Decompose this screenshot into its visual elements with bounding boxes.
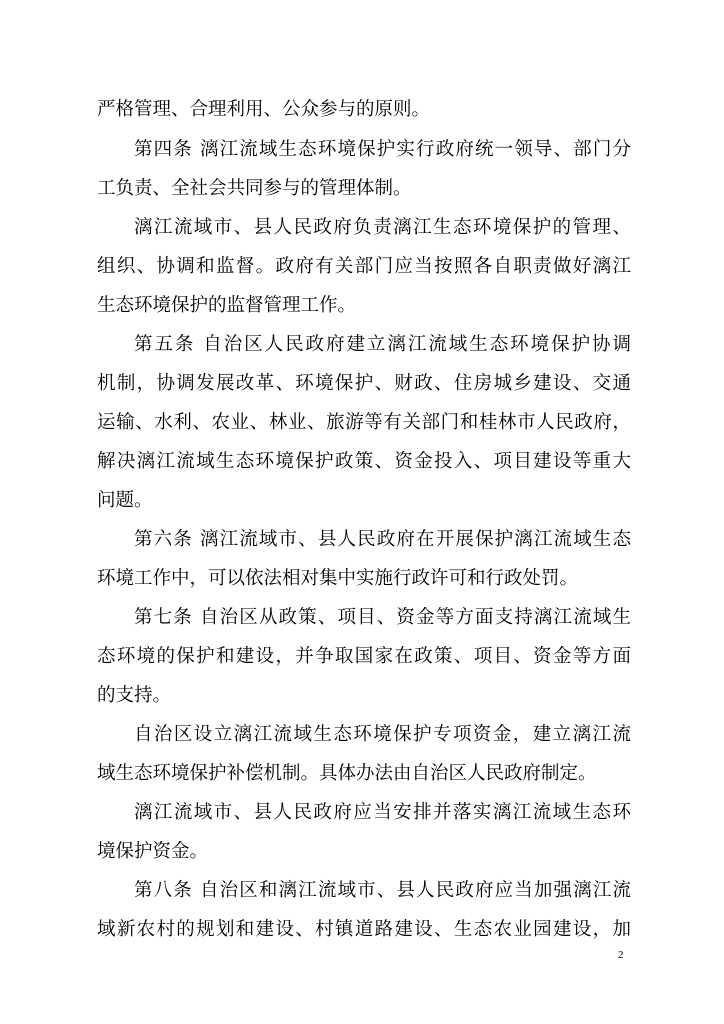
text-line-11: 问题。 [97, 490, 153, 511]
text-line-4: 漓江流域市、县人民政府负责漓江生态环境保护的管理、 [134, 217, 631, 238]
text-line-1: 严格管理、合理利用、公众参与的原则。 [97, 99, 431, 120]
text-line-6: 生态环境保护的监督管理工作。 [97, 295, 357, 316]
text-line-3: 工负责、全社会共同参与的管理体制。 [97, 178, 412, 199]
text-line-18: 域生态环境保护补偿机制。具体办法由自治区人民政府制定。 [97, 763, 597, 784]
text-line-16: 的支持。 [97, 685, 172, 706]
text-line-22: 域新农村的规划和建设、村镇道路建设、生态农业园建设，加 [97, 919, 631, 940]
text-line-14: 第七条 自治区从政策、项目、资金等方面支持漓江流域生 [134, 607, 631, 628]
page-number: 2 [618, 949, 624, 961]
text-line-21: 第八条 自治区和漓江流域市、县人民政府应当加强漓江流 [134, 880, 631, 901]
text-line-19: 漓江流域市、县人民政府应当安排并落实漓江流域生态环 [134, 802, 631, 823]
text-line-15: 态环境的保护和建设，并争取国家在政策、项目、资金等方面 [97, 646, 631, 667]
text-line-7: 第五条 自治区人民政府建立漓江流域生态环境保护协调 [134, 334, 631, 355]
text-line-8: 机制，协调发展改革、环境保护、财政、住房城乡建设、交通 [97, 373, 631, 394]
text-line-13: 环境工作中，可以依法相对集中实施行政许可和行政处罚。 [97, 568, 579, 589]
text-line-9: 运输、水利、农业、林业、旅游等有关部门和桂林市人民政府， [97, 412, 631, 433]
text-line-5: 组织、协调和监督。政府有关部门应当按照各自职责做好漓江 [97, 256, 631, 277]
text-line-12: 第六条 漓江流域市、县人民政府在开展保护漓江流域生态 [134, 529, 631, 550]
text-line-2: 第四条 漓江流域生态环境保护实行政府统一领导、部门分 [134, 139, 631, 160]
text-line-20: 境保护资金。 [97, 841, 209, 862]
text-line-17: 自治区设立漓江流域生态环境保护专项资金，建立漓江流 [134, 724, 631, 745]
text-line-10: 解决漓江流域生态环境保护政策、资金投入、项目建设等重大 [97, 451, 631, 472]
